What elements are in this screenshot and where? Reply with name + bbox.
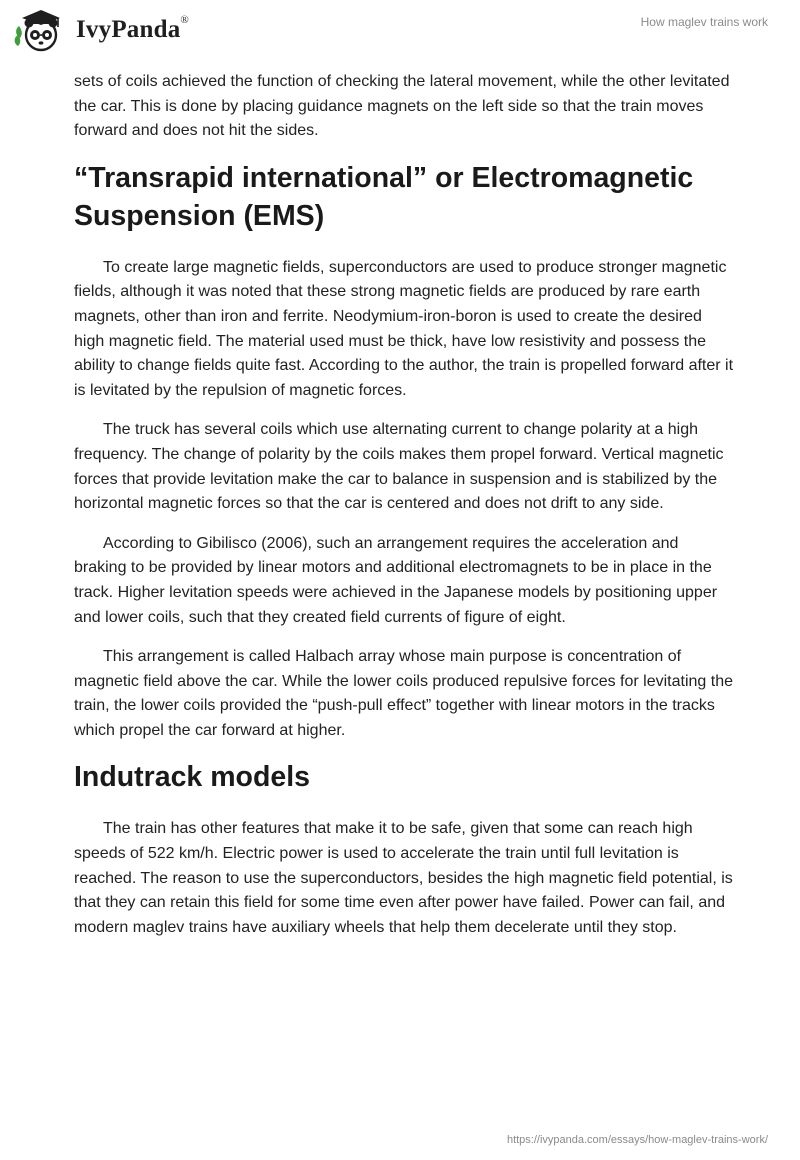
brand-name: IvyPanda® [76, 14, 189, 43]
page-header [0, 0, 800, 62]
section-heading-indutrack: Indutrack models [74, 761, 310, 794]
paragraph: This arrangement is called Halbach array whose main purpose is concentration of magnetic field above the car. While the lower coils produced repulsive forces for levitating the train, the lower coils provided the “push-pull effect” together with linear motors in the tracks which propel the car forward at higher. [74, 648, 734, 739]
paragraph: The train has other features that make it to be safe, given that some can reach high speeds of 522 km/h. Electric power is used to accelerate the train until full levitation is reached. The reason to use the superconductors, besides the high magnetic field potential, is that they can retain this field for some time even after power have failed. Power can fail, and modern maglev trains have auxiliary wheels that help them decelerate until they stop. [74, 820, 733, 936]
paragraph: The truck has several coils which use alternating current to change polarity at a high frequency. The change of polarity by the coils makes them propel forward. Vertical magnetic forces that provide levitation make the car to balance in suspension and is stabilized by the horizontal magnetic forces so that the car is centered and does not drift to any side. [74, 421, 724, 513]
paragraph: To create large magnetic fields, superconductors are used to produce stronger magnetic fields, although it was noted that these strong magnetic fields are produced by rare earth magnets, other than iron and ferrite. Neodymium-iron-boron is used to create the desired high magnetic field. The material used must be thick, have low resistivity and possess the ability to change fields quite fast. According to the author, the train is propelled forward after it is levitated by the repulsion of magnetic forces. [74, 258, 734, 399]
source-url[interactable]: https://ivypanda.com/essays/how-maglev-trains-work/ [506, 1134, 768, 1146]
ivypanda-logo[interactable] [14, 8, 189, 52]
intro-paragraph: sets of coils achieved the function of checking the lateral movement, while the other levitated the car. This is done by placing guidance magnets on the left side so that the train moves forward and does not hit the sides. [74, 73, 730, 140]
document-title: How maglev trains work [640, 15, 768, 29]
panda-mascot-icon [14, 8, 70, 52]
essay-content [74, 70, 734, 955]
section-heading-ems: “Transrapid international” or Electromagnetic Suspension (EMS) [74, 161, 694, 232]
paragraph: According to Gibilisco (2006), such an arrangement requires the acceleration and braking to be provided by linear motors and additional electromagnets to be in place in the track. Higher levitation speeds were achieved in the Japanese models by positioning upper and lower coils, such that they created field currents of figure of eight. [74, 534, 718, 626]
